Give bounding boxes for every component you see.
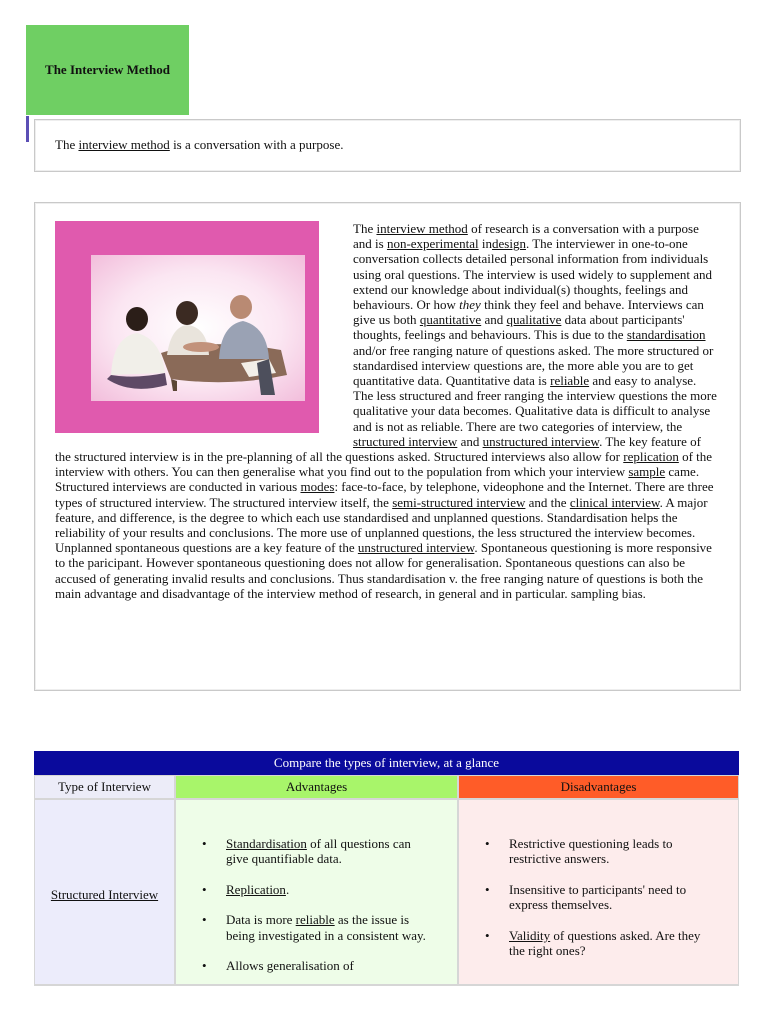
modes-link[interactable]: modes: [300, 479, 335, 495]
qualitative-link[interactable]: qualitative: [506, 312, 562, 328]
column-header-disadvantages: Disadvantages: [458, 775, 739, 799]
structured-interview-link[interactable]: Structured Interview: [50, 887, 159, 902]
list-item: • Data is more reliable as the issue is being investigated in a consistent way.: [202, 912, 434, 943]
compare-table-header: Compare the types of interview, at a glance: [34, 751, 739, 775]
quantitative-link[interactable]: quantitative: [419, 312, 482, 328]
type-cell: [34, 799, 175, 985]
disadvantages-list: [485, 836, 717, 973]
structured-interview-link[interactable]: structured interview: [353, 433, 458, 449]
advantages-list: [202, 836, 434, 985]
list-item: • Restrictive questioning leads to restrictive answers.: [485, 836, 717, 867]
replication-link[interactable]: replication: [623, 449, 679, 465]
non-experimental-link[interactable]: non-experimental: [386, 236, 479, 252]
interview-method-link[interactable]: interview method: [78, 137, 170, 152]
sample-link[interactable]: sample: [628, 464, 666, 480]
standardisation-link[interactable]: Standardisation: [226, 836, 307, 851]
unstructured-interview-link[interactable]: unstructured interview: [482, 433, 600, 449]
intro-text: The interview method is a conversation with a purpose.: [55, 137, 344, 152]
list-item: • Standardisation of all questions can give quantifiable data.: [202, 836, 434, 867]
reliable-link[interactable]: reliable: [550, 373, 590, 389]
column-header-advantages: Advantages: [175, 775, 458, 799]
column-header-type: Type of Interview: [34, 775, 175, 799]
main-content-box: [34, 202, 741, 691]
interview-method-link[interactable]: interview method: [376, 221, 468, 236]
list-item: • Allows generalisation of: [202, 958, 434, 973]
list-item: • Insensitive to participants' need to express themselves.: [485, 882, 717, 913]
validity-link[interactable]: Validity: [509, 927, 551, 943]
page-title: The Interview Method: [26, 25, 189, 115]
list-item: • Replication.: [202, 882, 434, 897]
table-bottom-border: [34, 985, 739, 986]
unstructured-interview-link[interactable]: unstructured interview: [357, 540, 475, 556]
left-marker: [26, 116, 29, 142]
disadvantages-cell: [458, 799, 739, 985]
clinical-interview-link[interactable]: clinical interview: [569, 494, 660, 510]
body-text: The interview method of research is a conversation with a purpose and is non-experimental indesign. The interviewer in one-to-one conversation collects detailed personal information from individuals using oral questions. The interview is used widely to supplement and extend our knowledge about individual(s) thoughts, feelings and behaviours. Or how they think they feel and behave. Interviews can give us both quantitative and qualitative data about participants' thoughts, feelings and behaviours. This is due to the standardisation and/or free ranging nature of questions asked. The more structured or standardised interview questions are, the more able you are to get quantitative data. Quantitative data is reliable and easy to analyse. The less structured and freer ranging the interview questions the more qualitative your data becomes. Qualitative data is difficult to analyse and is not as reliable. There are two categories of interview, the structured interview and unstructured interview. The key feature of the structured interview is in the pre-planning of all the questions asked. Structured interviews also allow for replication of the interview with others. You can then generalise what you find out to the population from which your interview sample came. Structured interviews are conducted in various modes: face-to-face, by telephone, videophone and the Internet. There are three types of structured interview. The structured interview itself, the semi-structured interview and the clinical interview. A major feature, and difference, is the degree to which each use standardised and unplanned questions. Standardisation helps the reliability of your results and conclusions. The more use of unplanned questions, the less structured the interview becomes. Unplanned spontaneous questions are a key feature of the unstructured interview. Spontaneous questioning is more responsive to the paricipant. However spontaneous questioning does not allow for generalisation. Spontaneous questions can also be accused of generating invalid results and conclusions. Thus standardisation v. the free ranging nature of questions is both the main advantage and disadvantage of the interview method of research, in general and in particular. sampling bias.: [55, 221, 717, 601]
design-link[interactable]: design: [492, 236, 526, 252]
replication-link[interactable]: Replication: [226, 881, 286, 897]
advantages-cell: [175, 799, 458, 985]
list-item: • Validity of questions asked. Are they the right ones?: [485, 928, 717, 959]
intro-box: [34, 119, 741, 172]
standardisation-link[interactable]: standardisation: [626, 327, 706, 343]
semi-structured-interview-link[interactable]: semi-structured interview: [392, 494, 526, 510]
reliable-link[interactable]: reliable: [295, 912, 335, 928]
